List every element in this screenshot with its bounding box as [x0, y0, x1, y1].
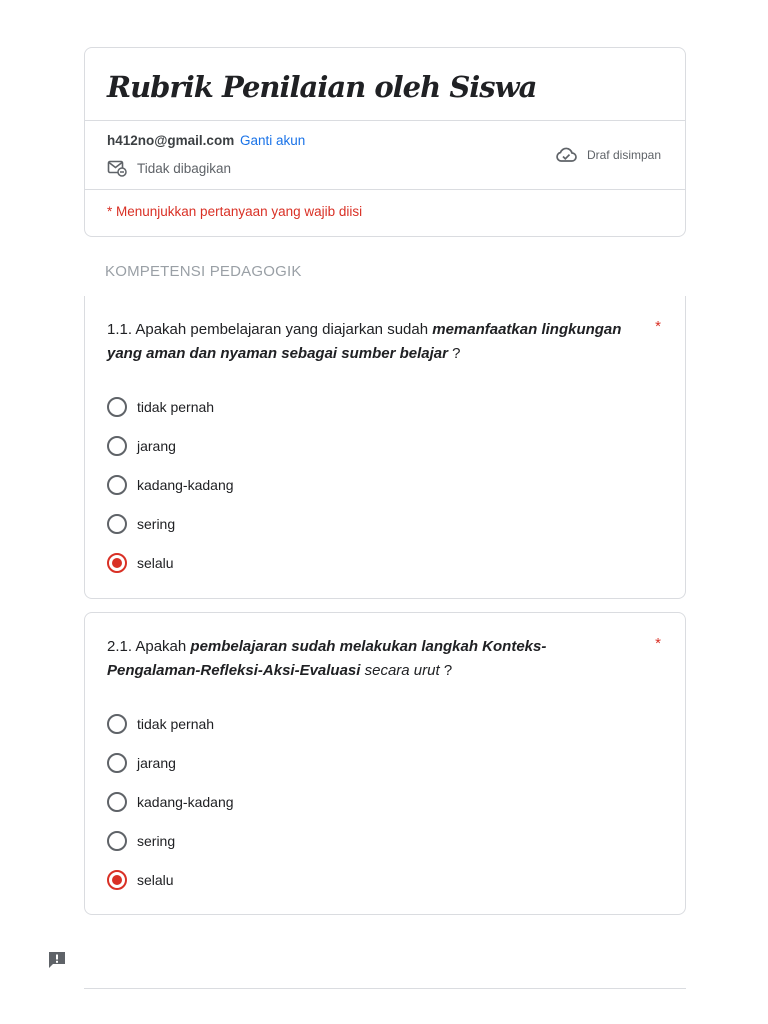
share-status-label: Tidak dibagikan [137, 160, 232, 176]
required-mark: * [655, 318, 661, 335]
radio-button[interactable] [107, 436, 127, 456]
radio-button[interactable] [107, 714, 127, 734]
question-text-italic: secara urut [360, 662, 440, 679]
radio-option[interactable] [107, 388, 234, 427]
radio-option-label: selalu [137, 871, 174, 888]
switch-account-link[interactable]: Ganti akun [239, 133, 306, 148]
radio-option[interactable] [107, 705, 234, 744]
question-text-emphasis: pembelajaran sudah melakukan langkah Konteks-Pengalaman-Refleksi-Aksi-Evaluasi [107, 638, 547, 679]
header-divider-2 [85, 189, 685, 190]
radio-option-label: tidak pernah [137, 399, 215, 416]
radio-option-label: selalu [137, 554, 174, 571]
question-text-suffix: ? [439, 662, 453, 679]
question-card [84, 296, 686, 599]
radio-group [107, 388, 234, 582]
cloud-check-icon [555, 146, 577, 164]
account-row [107, 133, 305, 148]
mail-lock-icon [107, 159, 127, 177]
radio-option[interactable] [107, 821, 234, 860]
radio-button[interactable] [107, 831, 127, 851]
form-title: Rubrik Penilaian oleh Siswa [107, 70, 537, 104]
report-icon[interactable] [47, 950, 67, 970]
question-text-emphasis: memanfaatkan lingkungan yang aman dan nyaman sebagai sumber belajar [107, 321, 622, 362]
form-header-card [84, 47, 686, 237]
radio-button[interactable] [107, 514, 127, 534]
required-note: * Menunjukkan pertanyaan yang wajib diisi [107, 204, 363, 219]
question-text-suffix: ? [447, 345, 461, 362]
section-title: KOMPETENSI PEDAGOGIK [105, 263, 302, 280]
question-text [107, 635, 637, 683]
account-email: h412no@gmail.com [107, 133, 235, 148]
radio-option-selected[interactable] [107, 543, 234, 582]
draft-status [555, 146, 661, 164]
radio-option[interactable] [107, 504, 234, 543]
radio-option-label: sering [137, 832, 176, 849]
radio-option[interactable] [107, 427, 234, 466]
radio-button[interactable] [107, 475, 127, 495]
radio-option-selected[interactable] [107, 860, 234, 899]
question-card [84, 612, 686, 915]
question-text-plain: 2.1. Apakah [107, 638, 191, 655]
radio-button-checked[interactable] [107, 870, 127, 890]
radio-option-label: kadang-kadang [137, 476, 234, 493]
required-mark: * [655, 635, 661, 652]
radio-option[interactable] [107, 466, 234, 505]
share-status [107, 159, 231, 177]
header-divider [85, 120, 685, 121]
radio-button[interactable] [107, 792, 127, 812]
radio-button[interactable] [107, 397, 127, 417]
radio-option-label: kadang-kadang [137, 793, 234, 810]
radio-option[interactable] [107, 744, 234, 783]
radio-option-label: jarang [137, 755, 176, 772]
radio-option-label: jarang [137, 438, 176, 455]
radio-option-label: sering [137, 515, 176, 532]
radio-button[interactable] [107, 753, 127, 773]
next-card-edge [84, 988, 686, 989]
question-text-plain: 1.1. Apakah pembelajaran yang diajarkan sudah [107, 321, 433, 338]
radio-button-checked[interactable] [107, 553, 127, 573]
draft-status-label: Draf disimpan [586, 148, 661, 162]
radio-option[interactable] [107, 783, 234, 822]
question-text [107, 318, 637, 366]
radio-group [107, 705, 234, 899]
radio-option-label: tidak pernah [137, 716, 215, 733]
